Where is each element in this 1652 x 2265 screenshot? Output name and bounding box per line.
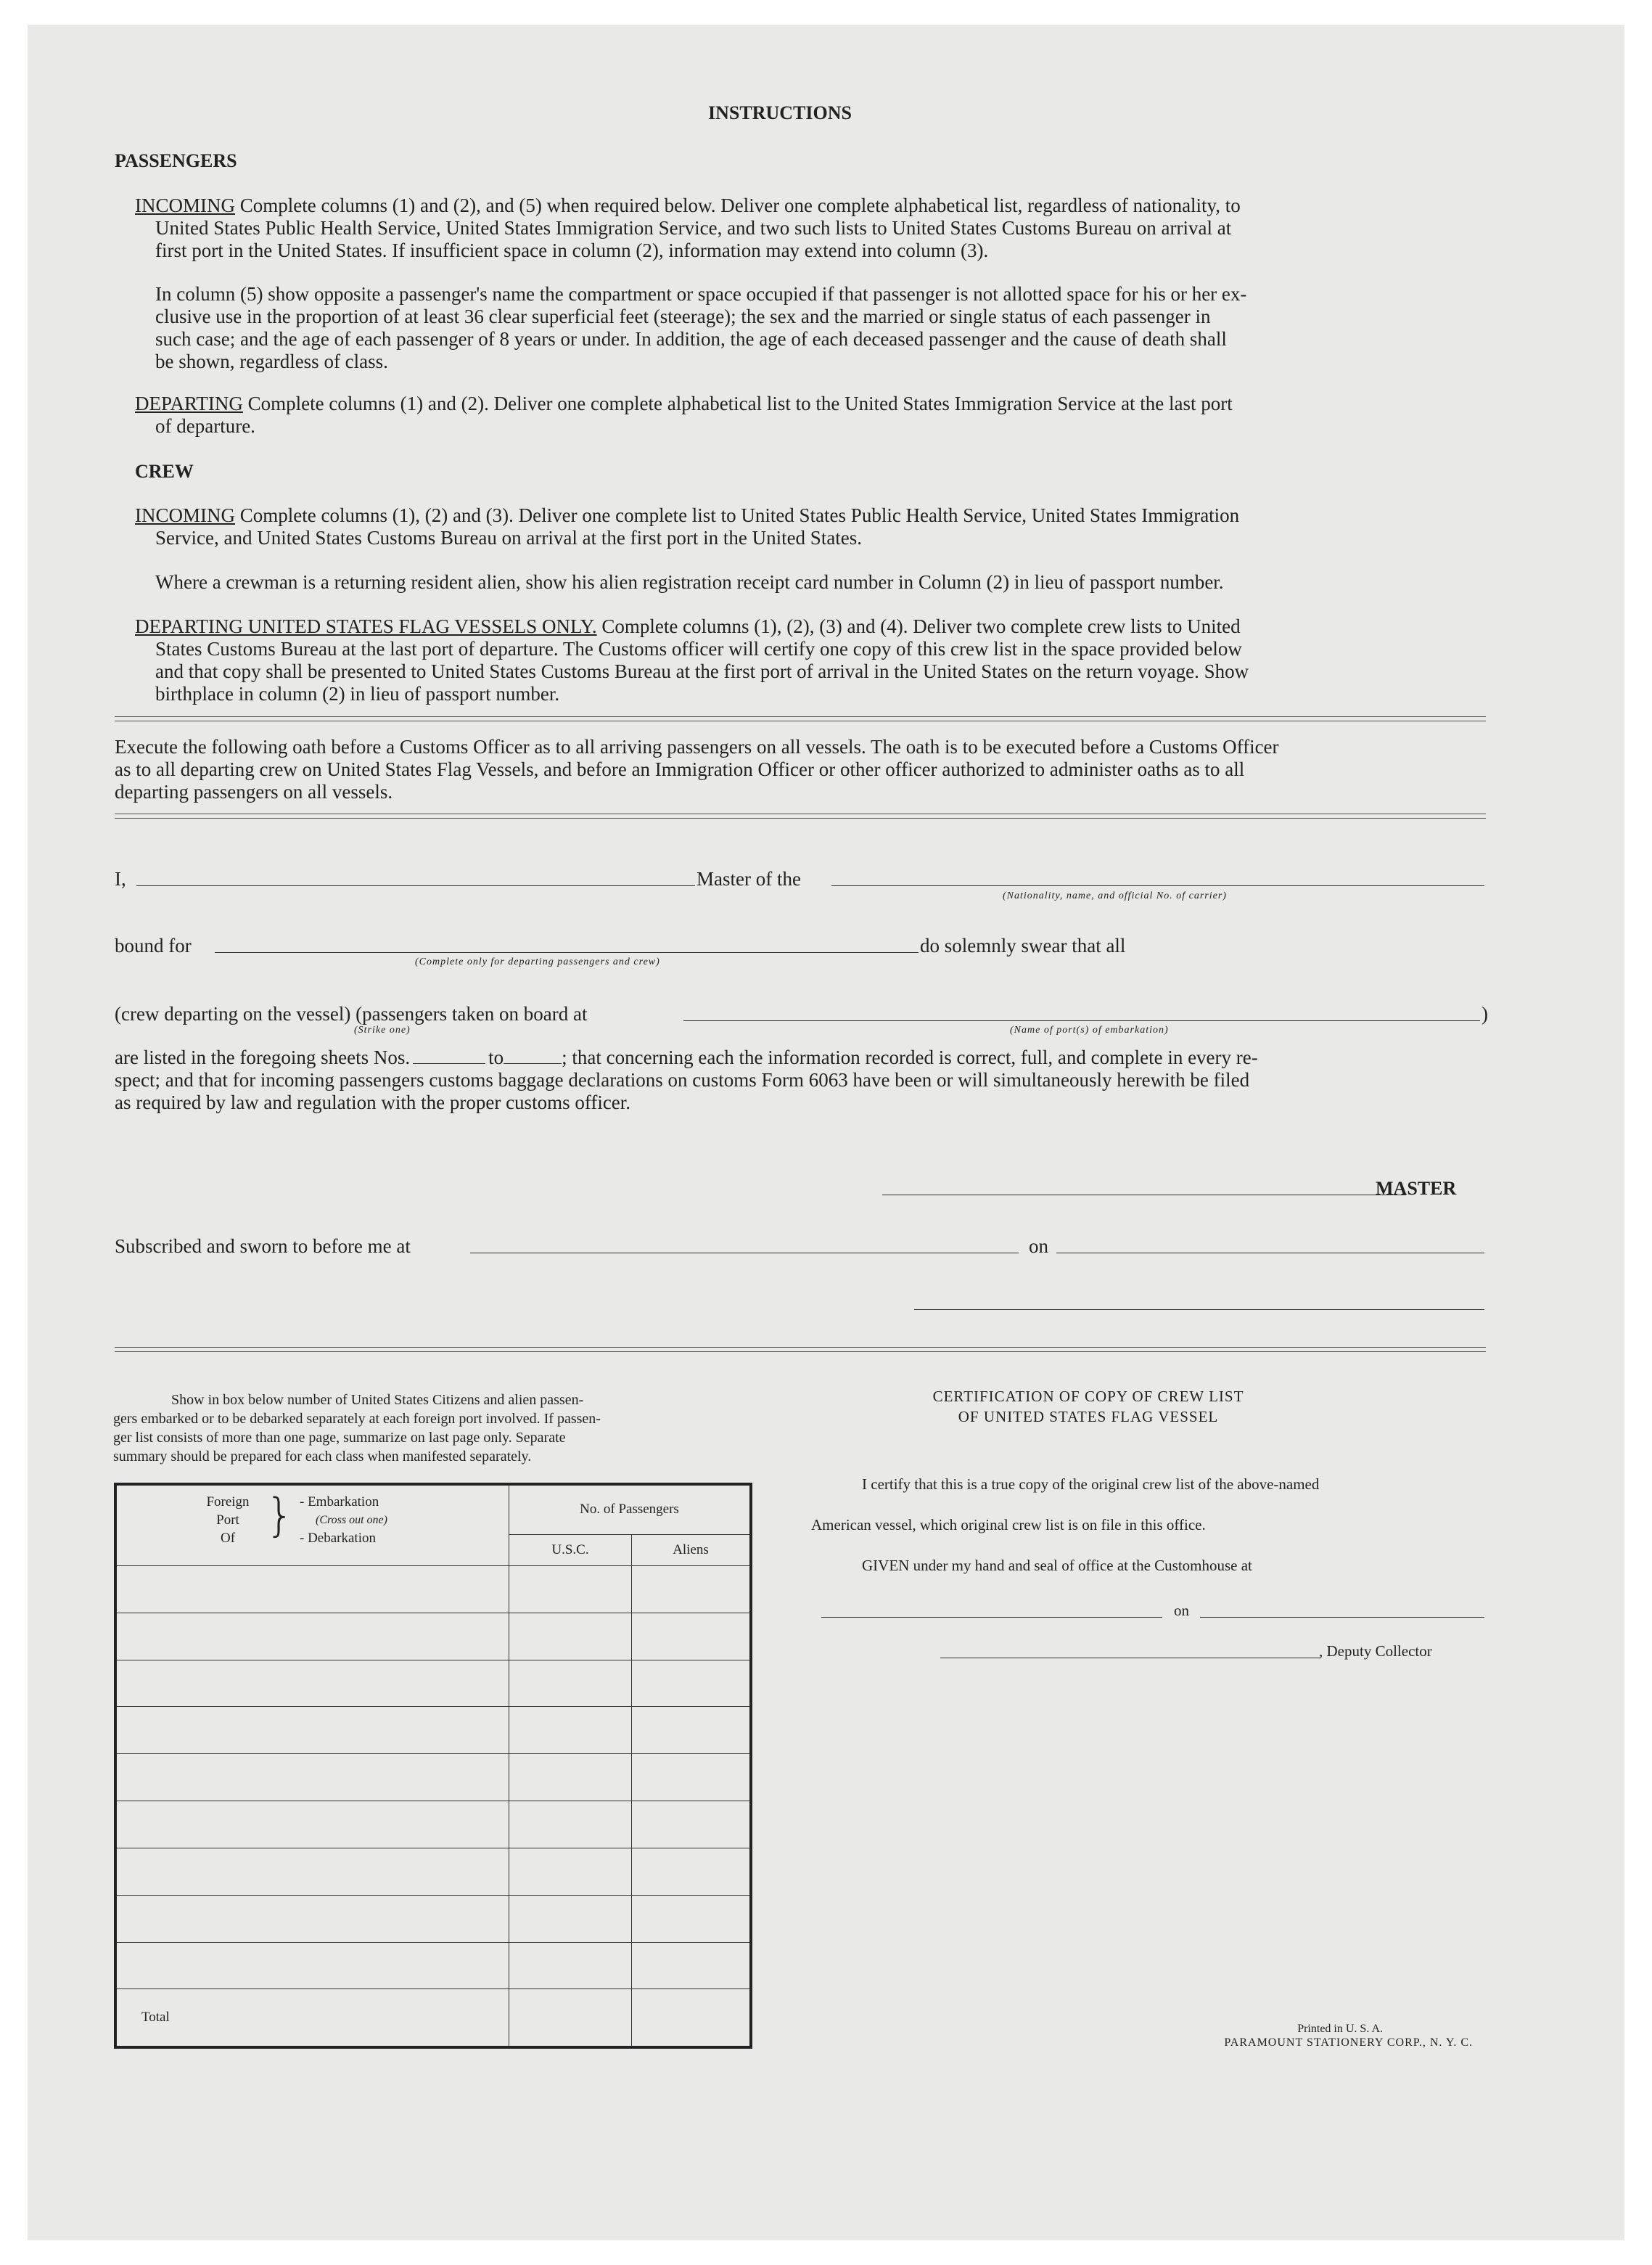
- summary-note-2: gers embarked or to be debarked separately at each foreign port involved. If passen-: [113, 1411, 601, 1427]
- foreign-label: Foreign: [206, 1494, 250, 1510]
- divider-2: [115, 814, 1486, 819]
- total-usc-cell[interactable]: [509, 1989, 632, 2047]
- brace-symbol: }: [266, 1488, 295, 1541]
- crew-departing-label: (crew departing on the vessel) (passengers taken on board at: [115, 1003, 588, 1025]
- usc-cell[interactable]: [509, 1613, 632, 1660]
- summary-note: [113, 1390, 766, 1466]
- port-cell[interactable]: [115, 1707, 509, 1754]
- aliens-cell[interactable]: [632, 1895, 752, 1942]
- incoming-text-2: United States Public Health Service, United States Immigration Service, and two such lists to United States Customs Bureau on arrival at: [155, 217, 1232, 239]
- swear-label: do solemnly swear that all: [920, 935, 1126, 957]
- aliens-cell[interactable]: [632, 1565, 752, 1613]
- crew-incoming-text: Complete columns (1), (2) and (3). Deliver one complete list to United States Public Health Service, United States Immigration: [235, 504, 1240, 526]
- usc-cell[interactable]: [509, 1707, 632, 1754]
- usc-cell[interactable]: [509, 1942, 632, 1989]
- certification-date-line[interactable]: [1200, 1617, 1484, 1618]
- aliens-cell[interactable]: [632, 1801, 752, 1848]
- carrier-line[interactable]: [831, 885, 1484, 886]
- sheet-from-field[interactable]: [413, 1063, 485, 1064]
- usc-cell[interactable]: [509, 1660, 632, 1707]
- oath-instructions-1: Execute the following oath before a Customs Officer as to all arriving passengers on all vessels. The oath is to be executed before a Customs Officer: [115, 736, 1279, 758]
- cross-out-label: (Cross out one): [316, 1514, 387, 1526]
- oath-instructions-2: as to all departing crew on United States Flag Vessels, and before an Immigration Officer or other officer authorized to administer oaths as to all: [115, 758, 1245, 780]
- certification-title-2: OF UNITED STATES FLAG VESSEL: [958, 1408, 1219, 1425]
- port-hint: (Name of port(s) of embarkation): [1010, 1025, 1169, 1036]
- certification-title-1: CERTIFICATION OF COPY OF CREW LIST: [932, 1388, 1244, 1405]
- i-label: I,: [115, 868, 126, 890]
- listed-text-b: ; that concerning each the information recorded is correct, full, and complete in every re-: [562, 1047, 1258, 1068]
- crew-incoming-text-2: Service, and United States Customs Bureau on arrival at the first port in the United States.: [155, 527, 863, 549]
- port-cell[interactable]: [115, 1895, 509, 1942]
- usc-cell[interactable]: [509, 1801, 632, 1848]
- incoming-label: INCOMING: [135, 194, 235, 216]
- incoming-text-3: first port in the United States. If insufficient space in column (2), information may extend into column (3).: [155, 239, 989, 261]
- total-aliens-cell[interactable]: [632, 1989, 752, 2047]
- aliens-cell[interactable]: [632, 1707, 752, 1754]
- subscribed-label: Subscribed and sworn to before me at: [115, 1235, 411, 1257]
- port-cell[interactable]: [115, 1754, 509, 1801]
- port-cell[interactable]: [115, 1801, 509, 1848]
- column5-text-3: such case; and the age of each passenger of 8 years or under. In addition, the age of each deceased passenger and the cause of death shall: [155, 328, 1227, 350]
- usc-cell[interactable]: [509, 1895, 632, 1942]
- strike-hint: (Strike one): [354, 1025, 411, 1036]
- deputy-collector-label: , Deputy Collector: [1319, 1642, 1432, 1660]
- port-cell[interactable]: [115, 1942, 509, 1989]
- form-page: [28, 25, 1624, 2240]
- flag-vessels-label: DEPARTING UNITED STATES FLAG VESSELS ONLY.: [135, 615, 597, 637]
- no-of-passengers-header: No. of Passengers: [509, 1484, 752, 1534]
- bound-for-hint: (Complete only for departing passengers and crew): [415, 957, 660, 967]
- imprint-line-2: PARAMOUNT STATIONERY CORP., N. Y. C.: [1224, 2036, 1473, 2049]
- port-cell[interactable]: [115, 1660, 509, 1707]
- listed-text-2: spect; and that for incoming passengers customs baggage declarations on customs Form 6063 have been or will simultaneously herewith be filed: [115, 1069, 1250, 1091]
- flag-vessels-text-3: and that copy shall be presented to United States Customs Bureau at the first port of arrival in the United States on the return voyage. Show: [155, 660, 1249, 682]
- certification-on-label: on: [1174, 1602, 1189, 1619]
- listed-text-3: as required by law and regulation with the proper customs officer.: [115, 1091, 631, 1113]
- printer-imprint: [1113, 2022, 1473, 2049]
- column5-paragraph: [155, 283, 1483, 373]
- aliens-cell[interactable]: [632, 1754, 752, 1801]
- listed-paragraph: [115, 1047, 1489, 1114]
- crewman-note: Where a crewman is a returning resident alien, show his alien registration receipt card number in Column (2) in lieu of passport number.: [155, 571, 1224, 593]
- crew-incoming-paragraph: [135, 504, 1484, 549]
- divider-3: [115, 1347, 1486, 1352]
- close-paren: ): [1482, 1003, 1488, 1025]
- aliens-cell[interactable]: [632, 1848, 752, 1895]
- port-cell[interactable]: [115, 1613, 509, 1660]
- usc-cell[interactable]: [509, 1848, 632, 1895]
- certification-title: [849, 1386, 1328, 1427]
- usc-cell[interactable]: [509, 1565, 632, 1613]
- usc-cell[interactable]: [509, 1754, 632, 1801]
- bound-for-line[interactable]: [215, 952, 919, 953]
- usc-header: U.S.C.: [509, 1534, 632, 1565]
- port-embarkation-line[interactable]: [683, 1020, 1480, 1021]
- listed-to-label: to: [488, 1047, 504, 1068]
- master-of-the-label: Master of the: [696, 868, 801, 890]
- crew-incoming-label: INCOMING: [135, 504, 235, 526]
- certify-line-1: I certify that this is a true copy of the original crew list of the above-named: [862, 1475, 1320, 1493]
- sheet-to-field[interactable]: [504, 1063, 562, 1064]
- given-line: GIVEN under my hand and seal of office at the Customhouse at: [862, 1557, 1252, 1574]
- oath-instructions-3: departing passengers on all vessels.: [115, 781, 393, 803]
- summary-note-1: Show in box below number of United States Citizens and alien passen-: [171, 1392, 584, 1408]
- column5-text-4: be shown, regardless of class.: [155, 351, 388, 372]
- passenger-summary-table: [114, 1483, 752, 2049]
- embarkation-label: - Embarkation: [300, 1494, 379, 1510]
- master-label: MASTER: [1376, 1178, 1457, 1199]
- aliens-header: Aliens: [632, 1534, 752, 1565]
- aliens-cell[interactable]: [632, 1660, 752, 1707]
- passengers-heading: PASSENGERS: [115, 150, 237, 171]
- of-label: Of: [220, 1531, 236, 1546]
- port-cell[interactable]: [115, 1848, 509, 1895]
- carrier-hint: (Nationality, name, and official No. of carrier): [1003, 890, 1227, 901]
- listed-text-a: are listed in the foregoing sheets Nos.: [115, 1047, 411, 1068]
- divider-1: [115, 716, 1486, 721]
- port-label: Port: [216, 1512, 239, 1528]
- departing-text-2: of departure.: [155, 415, 255, 437]
- subscribed-on-label: on: [1029, 1235, 1048, 1257]
- master-name-line[interactable]: [136, 885, 695, 886]
- flag-vessels-text-4: birthplace in column (2) in lieu of passport number.: [155, 683, 560, 705]
- foreign-port-header: [115, 1484, 509, 1565]
- departing-label: DEPARTING: [135, 393, 243, 414]
- port-cell[interactable]: [115, 1565, 509, 1613]
- total-label: Total: [115, 1989, 509, 2047]
- summary-note-3: ger list consists of more than one page, summarize on last page only. Separate: [113, 1430, 566, 1446]
- flag-vessels-text-2: States Customs Bureau at the last port of departure. The Customs officer will certify one copy of this crew list in the space provided below: [155, 638, 1242, 660]
- crew-heading: CREW: [135, 461, 194, 482]
- departing-text: Complete columns (1) and (2). Deliver one complete alphabetical list to the United States Immigration Service at the last port: [242, 393, 1233, 414]
- aliens-cell[interactable]: [632, 1613, 752, 1660]
- flag-vessels-text: Complete columns (1), (2), (3) and (4). Deliver two complete crew lists to United: [596, 615, 1241, 637]
- certify-line-2: American vessel, which original crew list is on file in this office.: [811, 1516, 1206, 1533]
- flag-vessels-paragraph: [135, 615, 1484, 705]
- passengers-incoming-paragraph: [135, 194, 1484, 262]
- bound-for-label: bound for: [115, 935, 192, 957]
- customhouse-line[interactable]: [821, 1617, 1162, 1618]
- aliens-cell[interactable]: [632, 1942, 752, 1989]
- incoming-text: Complete columns (1) and (2), and (5) when required below. Deliver one complete alphabetical list, regardless of nationality, to: [235, 194, 1241, 216]
- oath-instructions: [115, 736, 1489, 803]
- imprint-line-1: Printed in U. S. A.: [1297, 2023, 1383, 2035]
- officer-signature-line[interactable]: [914, 1309, 1484, 1310]
- debarkation-label: - Debarkation: [300, 1531, 376, 1546]
- column5-text-2: clusive use in the proportion of at least 36 clear superficial feet (steerage); the sex and the married or single status of each passenger in: [155, 306, 1211, 327]
- instructions-title: INSTRUCTIONS: [708, 102, 852, 123]
- column5-text-1: In column (5) show opposite a passenger's name the compartment or space occupied if that passenger is not allotted space for his or her ex-: [155, 283, 1247, 305]
- passengers-departing-paragraph: [135, 393, 1484, 438]
- summary-note-4: summary should be prepared for each class when manifested separately.: [113, 1449, 532, 1465]
